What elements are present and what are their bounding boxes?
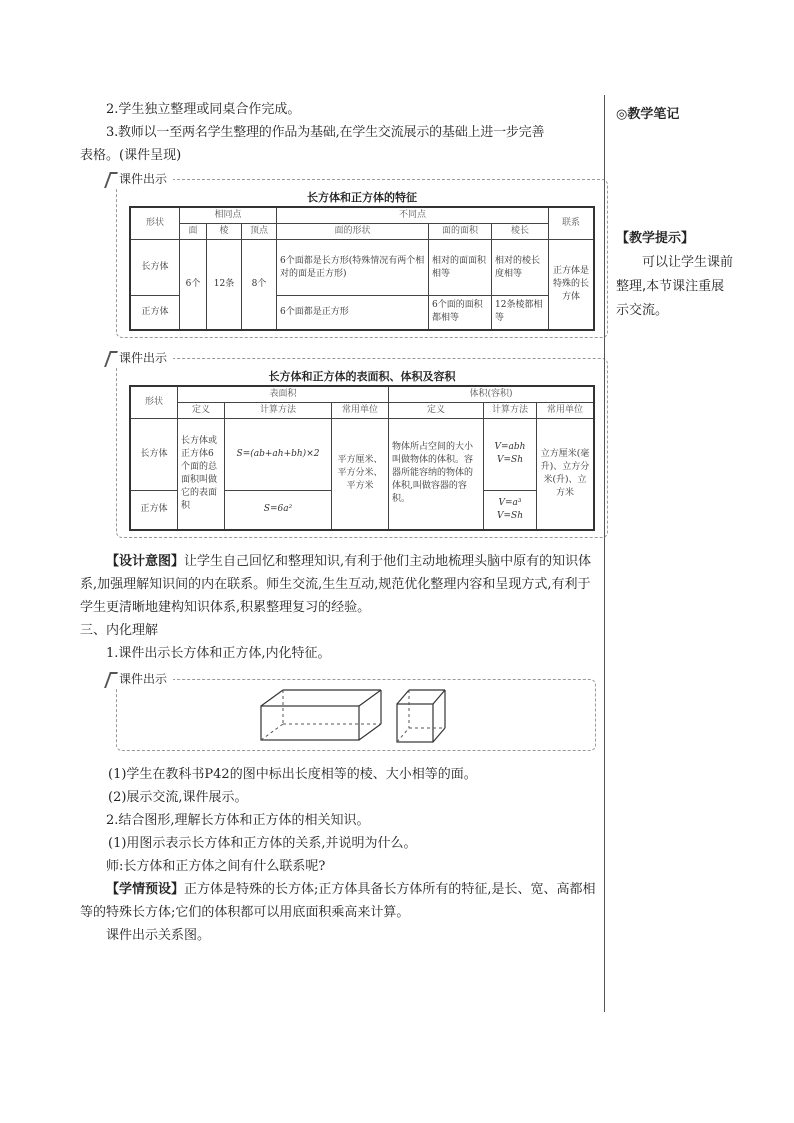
- cell-vol-unit: 立方厘米(毫升)、立方分米(升)、立方米: [537, 418, 595, 530]
- th-shape: 形状: [130, 207, 180, 240]
- th-def: 定义: [178, 402, 225, 418]
- row-cube: 正方体: [130, 296, 180, 330]
- cube-figure: [393, 688, 453, 748]
- th-face-shape: 面的形状: [277, 224, 429, 240]
- last-line: 课件出示关系图。: [106, 928, 211, 943]
- step-2: 2.学生独立整理或同桌合作完成。: [106, 102, 301, 117]
- column-divider: [604, 95, 605, 1012]
- th-unit2: 常用单位: [537, 402, 595, 418]
- th-face-area: 面的面积: [429, 224, 492, 240]
- design-intent: 【设计意图】让学生自己回忆和整理知识,有利于他们主动地梳理头脑中原有的知识体系,加强理解知识间的内在联系。师生交流,生生互动,规范优化整理内容和呈现方式,有利于学生更清晰地建构知识体系,积累整理复习的经验。: [80, 554, 592, 615]
- th-edge-len: 棱长: [492, 224, 549, 240]
- cell-edges: 12条: [207, 240, 242, 330]
- cell-cube-area: 6个面的面积都相等: [429, 296, 492, 330]
- th-method2: 计算方法: [484, 402, 537, 418]
- cell-cube-vol-formula: V=a³ V=Sh: [484, 490, 537, 530]
- s3-item-1b: (2)展示交流,课件展示。: [108, 790, 248, 805]
- row-cube: 正方体: [130, 490, 178, 530]
- tip-title: 【教学提示】: [616, 231, 695, 246]
- th-shape: 形状: [130, 386, 178, 419]
- cell-vol-def: 物体所占空间的大小叫做物体的体积。容器所能容纳的物体的体积,叫做容器的容积。: [389, 418, 484, 530]
- courseware-tag: 课件出示: [107, 349, 173, 367]
- courseware-tag: 课件出示: [107, 170, 173, 188]
- th-volume: 体积(容积): [389, 386, 595, 403]
- row-cuboid: 长方体: [130, 418, 178, 490]
- student-preset: 【学情预设】正方体是特殊的长方体;正方体具备长方体所有的特征,是长、宽、高都相等的特殊长方体;它们的体积都可以用底面积乘高来计算。: [80, 882, 596, 920]
- th-unit: 常用单位: [332, 402, 389, 418]
- main-column: [80, 98, 598, 947]
- cell-cube-len: 12条棱都相等: [492, 296, 549, 330]
- cell-cuboid-len: 相对的棱长度相等: [492, 240, 549, 296]
- cell-cuboid-area-formula: S=(ab+ah+bh)×2: [225, 418, 332, 490]
- courseware-box-3: [116, 672, 596, 751]
- table1-caption: 长方体和正方体的特征: [307, 191, 417, 204]
- tip-text: 可以让学生课前整理,本节课注重展示交流。: [616, 255, 734, 318]
- teacher-question: 师:长方体和正方体之间有什么联系呢?: [106, 859, 326, 874]
- th-def2: 定义: [389, 402, 484, 418]
- cell-link: 正方体是特殊的长方体: [549, 240, 595, 330]
- step-3: 3.教师以一至两名学生整理的作品为基础,在学生交流展示的基础上进一步完善: [106, 125, 545, 140]
- s3-item-2: 2.结合图形,理解长方体和正方体的相关知识。: [106, 813, 370, 828]
- features-table: [129, 206, 595, 331]
- cell-faces: 6个: [180, 240, 207, 330]
- th-link: 联系: [549, 207, 595, 240]
- section-3-heading: 三、内化理解: [80, 623, 159, 638]
- cell-cube-area-formula: S=6a²: [225, 490, 332, 530]
- courseware-box-1: [116, 172, 608, 338]
- area-volume-table: [129, 385, 595, 532]
- th-diff: 不同点: [277, 207, 549, 224]
- courseware-tag: 课件出示: [107, 670, 173, 688]
- cuboid-figure: [257, 688, 387, 748]
- th-face: 面: [180, 224, 207, 240]
- cell-area-def: 长方体或正方体6个面的总面积叫做它的表面积: [178, 418, 225, 530]
- step-3-cont: 表格。(课件呈现): [80, 148, 182, 163]
- th-edge: 棱: [207, 224, 242, 240]
- th-same: 相同点: [180, 207, 277, 224]
- cell-vertices: 8个: [242, 240, 277, 330]
- th-method: 计算方法: [225, 402, 332, 418]
- cell-cuboid-vol-formula: V=abh V=Sh: [484, 418, 537, 490]
- th-vertex: 顶点: [242, 224, 277, 240]
- courseware-box-2: [116, 350, 608, 539]
- cell-area-unit: 平方厘米、平方分米、平方米: [332, 418, 389, 530]
- cell-cuboid-area: 相对的面面积相等: [429, 240, 492, 296]
- cell-cuboid-shape: 6个面都是长方形(特殊情况有两个相对的面是正方形): [277, 240, 429, 296]
- s3-item-1a: (1)学生在教科书P42的图中标出长度相等的棱、大小相等的面。: [108, 767, 477, 782]
- row-cuboid: 长方体: [130, 240, 180, 296]
- s3-item-2a: (1)用图示表示长方体和正方体的关系,并说明为什么。: [108, 836, 417, 851]
- table2-caption: 长方体和正方体的表面积、体积及容积: [268, 369, 456, 383]
- notes-title: ◎教学笔记: [616, 107, 680, 122]
- th-area: 表面积: [178, 386, 389, 403]
- side-column: [616, 103, 736, 323]
- cell-cube-shape: 6个面都是正方形: [277, 296, 429, 330]
- s3-item-1: 1.课件出示长方体和正方体,内化特征。: [106, 646, 331, 661]
